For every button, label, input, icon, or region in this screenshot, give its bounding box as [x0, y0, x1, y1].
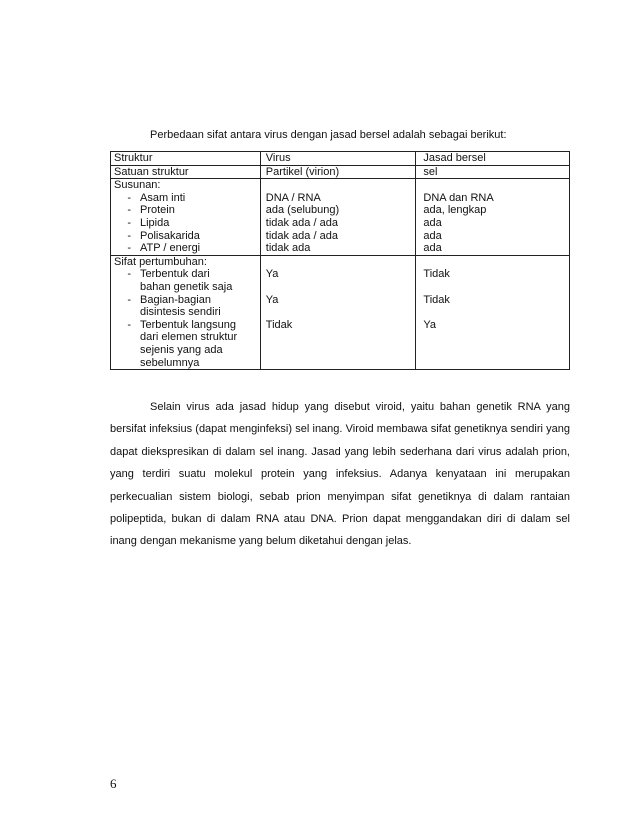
cell-satuan-label: Satuan struktur [111, 165, 261, 179]
pertumbuhan-virus-value: Ya [265, 268, 279, 281]
cell-satuan-bersel: sel [416, 165, 570, 179]
susunan-virus-value: tidak ada / ada [265, 216, 338, 229]
cell-pertumbuhan-label [111, 255, 261, 369]
list-item: - Asam inti [127, 191, 186, 204]
cell-susunan-label [111, 179, 261, 256]
header-virus: Virus [260, 152, 416, 166]
susunan-bersel-value: DNA dan RNA [423, 191, 494, 204]
list-item: - Terbentuk langsung dari elemen struktur sejenis yang ada sebelumnya [127, 318, 238, 369]
susunan-virus-value: ada (selubung) [265, 204, 340, 217]
pertumbuhan-bersel-value: Ya [423, 318, 437, 331]
table-row-satuan [111, 165, 570, 179]
list-item: - Lipida [127, 216, 170, 229]
susunan-title: Susunan: [114, 179, 161, 192]
susunan-bersel-value: ada [423, 242, 442, 255]
susunan-virus-value: tidak ada / ada [265, 229, 338, 242]
pertumbuhan-bersel-value: Tidak [423, 293, 450, 306]
pertumbuhan-virus-value: Tidak [265, 318, 293, 331]
susunan-bersel-value: ada [423, 216, 442, 229]
susunan-virus-value: tidak ada [265, 242, 311, 255]
susunan-list [114, 192, 258, 255]
list-item: - ATP / energi [127, 242, 201, 255]
list-item: - Bagian-bagian disintesis sendiri [127, 293, 221, 319]
cell-pertumbuhan-virus [260, 255, 416, 369]
table-row-susunan [111, 179, 570, 256]
pertumbuhan-title: Sifat pertumbuhan: [114, 255, 207, 268]
comparison-table [110, 151, 570, 370]
header-jasad-bersel: Jasad bersel [416, 152, 570, 166]
table-header-row [111, 152, 570, 166]
list-item: - Terbentuk dari bahan genetik saja [127, 268, 233, 293]
header-struktur: Struktur [111, 152, 261, 166]
susunan-virus-value: DNA / RNA [265, 191, 321, 204]
table-row-pertumbuhan [111, 255, 570, 369]
list-item: - Polisakarida [127, 229, 200, 242]
cell-susunan-virus [260, 179, 416, 256]
cell-susunan-bersel [416, 179, 570, 256]
intro-sentence: Perbedaan sifat antara virus dengan jasad bersel adalah sebagai berikut: [150, 129, 507, 141]
cell-satuan-virus: Partikel (virion) [260, 165, 416, 179]
list-item: - Protein [127, 204, 175, 217]
body-paragraph: Selain virus ada jasad hidup yang disebut viroid, yaitu bahan genetik RNA yang bersifat infeksius (dapat menginfeksi) sel inang. Viroid membawa sifat genetiknya sendiri yang dapat diekspresikan di dalam sel inang. Jasad yang lebih sederhana dari virus adalah prion, yang terdiri suatu molekul protein yang infeksius. Adanya kenyataan ini merupakan perkecualian sistem biologi, sebab prion menyimpan sifat genetiknya di dalam rantaian polipeptida, bukan di dalam RNA atau DNA. Prion dapat menggandakan diri di dalam sel inang dengan mekanisme yang belum diketahui dengan jelas. [110, 401, 570, 548]
pertumbuhan-bersel-value: Tidak [423, 268, 450, 281]
cell-pertumbuhan-bersel [416, 255, 570, 369]
susunan-bersel-value: ada, lengkap [423, 204, 487, 217]
susunan-bersel-value: ada [423, 229, 442, 242]
pertumbuhan-virus-value: Ya [265, 293, 279, 306]
page-number: 6 [110, 776, 117, 791]
